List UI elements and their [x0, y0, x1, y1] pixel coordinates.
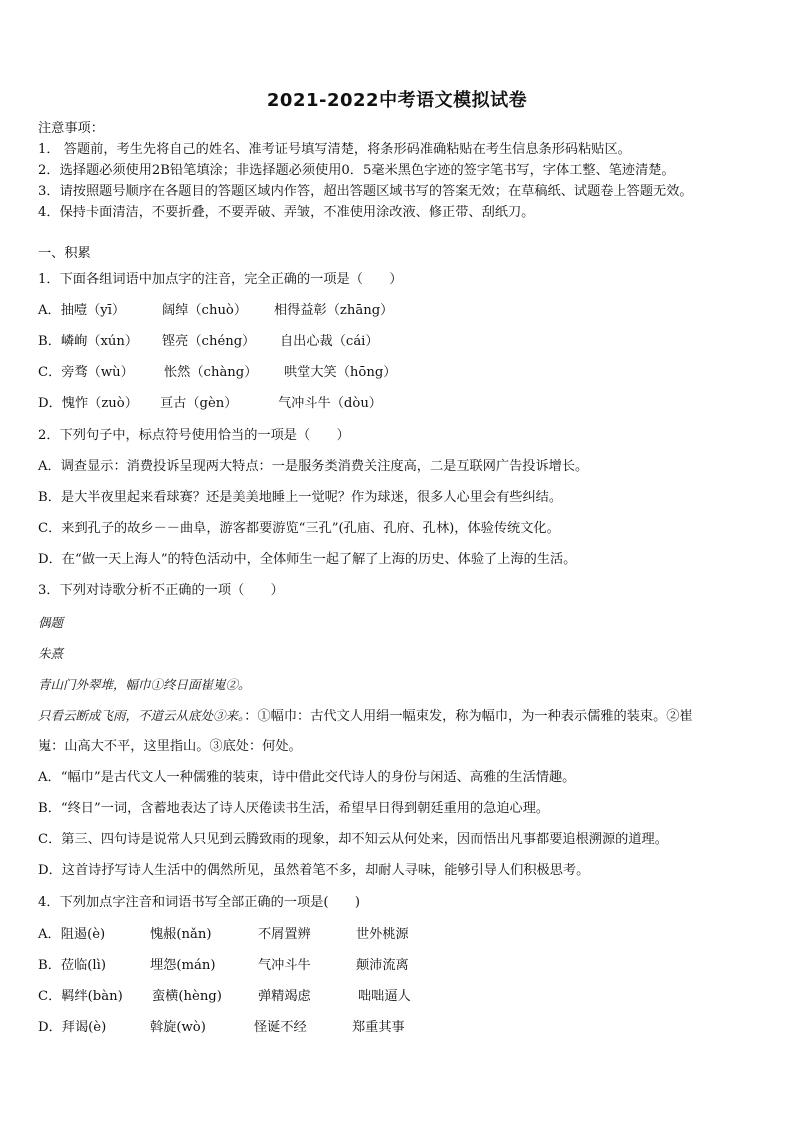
question-3-stem: 3．下列对诗歌分析不正确的一项（ ） [38, 583, 284, 598]
question-2-option-c: C．来到孔子的故乡－－曲阜，游客都要游览“三孔”(孔庙、孔府、孔林)，体验传统文化。 [38, 521, 560, 536]
question-4-stem: 4．下列加点字注音和词语书写全部正确的一项是( ) [38, 895, 360, 910]
question-2-stem: 2．下列句子中，标点符号使用恰当的一项是（ ） [38, 428, 350, 443]
question-1-option-d: D．愧怍（zuò） 亘古（gèn） 气冲斗牛（dòu） [38, 396, 382, 411]
question-1-option-b: B．嶙峋（xún） 铿亮（chéng） 自出心裁（cái） [38, 334, 379, 349]
question-4-option-d: D．拜谒(è) 斡旋(wò) 怪诞不经 郑重其事 [38, 1020, 405, 1035]
question-1-stem: 1．下面各组词语中加点字的注音，完全正确的一项是（ ） [38, 272, 403, 287]
poem-line-with-notes: 只看云断成飞雨，不道云从底处③来。：①幅巾：古代文人用绢一幅束发，称为幅巾，为一种表示儒雅的装束。②崔 [38, 708, 693, 724]
poem-title: 偶题 [38, 615, 64, 630]
poem-notes: ：①幅巾：古代文人用绢一幅束发，称为幅巾，为一种表示儒雅的装束。②崔 [244, 709, 693, 724]
section-heading: 一、积累 [38, 246, 91, 261]
poem-notes-continued: 嵬：山高大不平，这里指山。③底处：何处。 [38, 739, 302, 754]
poem-author: 朱熹 [38, 646, 64, 661]
question-2-option-b: B．是大半夜里起来看球赛？还是美美地睡上一觉呢？作为球迷，很多人心里会有些纠结。 [38, 490, 562, 505]
question-3-option-a: A．“幅巾”是古代文人一种儒雅的装束，诗中借此交代诗人的身份与闲适、高雅的生活情趣。 [38, 770, 576, 785]
question-4-option-a: A．阻遏(è) 愧赧(nǎn) 不屑置辨 世外桃源 [38, 927, 409, 942]
page-title: 2021-2022中考语文模拟试卷 [266, 90, 528, 111]
notice-item: 1． 答题前，考生先将自己的姓名、准考证号填写清楚，将条形码准确粘贴在考生信息条形码粘贴区。 [38, 142, 631, 157]
notice-item: 2．选择题必须使用2B铅笔填涂；非选择题必须使用0．5毫米黑色字迹的签字笔书写，字体工整、笔迹清楚。 [38, 163, 675, 178]
question-3-option-d: D．这首诗抒写诗人生活中的偶然所见，虽然着笔不多，却耐人寻味，能够引导人们积极思考。 [38, 863, 590, 878]
question-2-option-d: D．在“做一天上海人”的特色活动中，全体师生一起了解了上海的历史、体验了上海的生活。 [38, 552, 577, 567]
question-4-option-b: B．莅临(lì) 埋怨(mán) 气冲斗牛 颠沛流离 [38, 958, 409, 973]
question-3-option-b: B．“终日”一词，含蓄地表达了诗人厌倦读书生活，希望早日得到朝廷重用的急迫心理。 [38, 801, 550, 816]
notice-item: 4．保持卡面清洁，不要折叠，不要弄破、弄皱，不准使用涂改液、修正带、刮纸刀。 [38, 205, 535, 220]
notice-item: 3．请按照题号顺序在各题目的答题区域内作答，超出答题区域书写的答案无效；在草稿纸、试题卷上答题无效。 [38, 184, 693, 199]
question-1-option-a: A．抽噎（yī） 阔绰（chuò） 相得益彰（zhāng） [38, 303, 394, 318]
notice-heading: 注意事项： [38, 121, 104, 136]
question-1-option-c: C．旁骛（wù） 怅然（chàng） 哄堂大笑（hōng） [38, 365, 397, 380]
question-4-option-c: C．羁绊(bàn) 蛮横(hèng) 弹精竭虑 咄咄逼人 [38, 989, 411, 1004]
question-2-option-a: A．调查显示：消费投诉呈现两大特点：一是服务类消费关注度高，二是互联网广告投诉增长。 [38, 459, 589, 474]
poem-line: 青山门外翠堆，幅巾①终日面崔嵬②。 [38, 677, 251, 692]
question-3-option-c: C．第三、四句诗是说常人只见到云腾致雨的现象，却不知云从何处来，因而悟出凡事都要追根溯源的道理。 [38, 832, 668, 847]
